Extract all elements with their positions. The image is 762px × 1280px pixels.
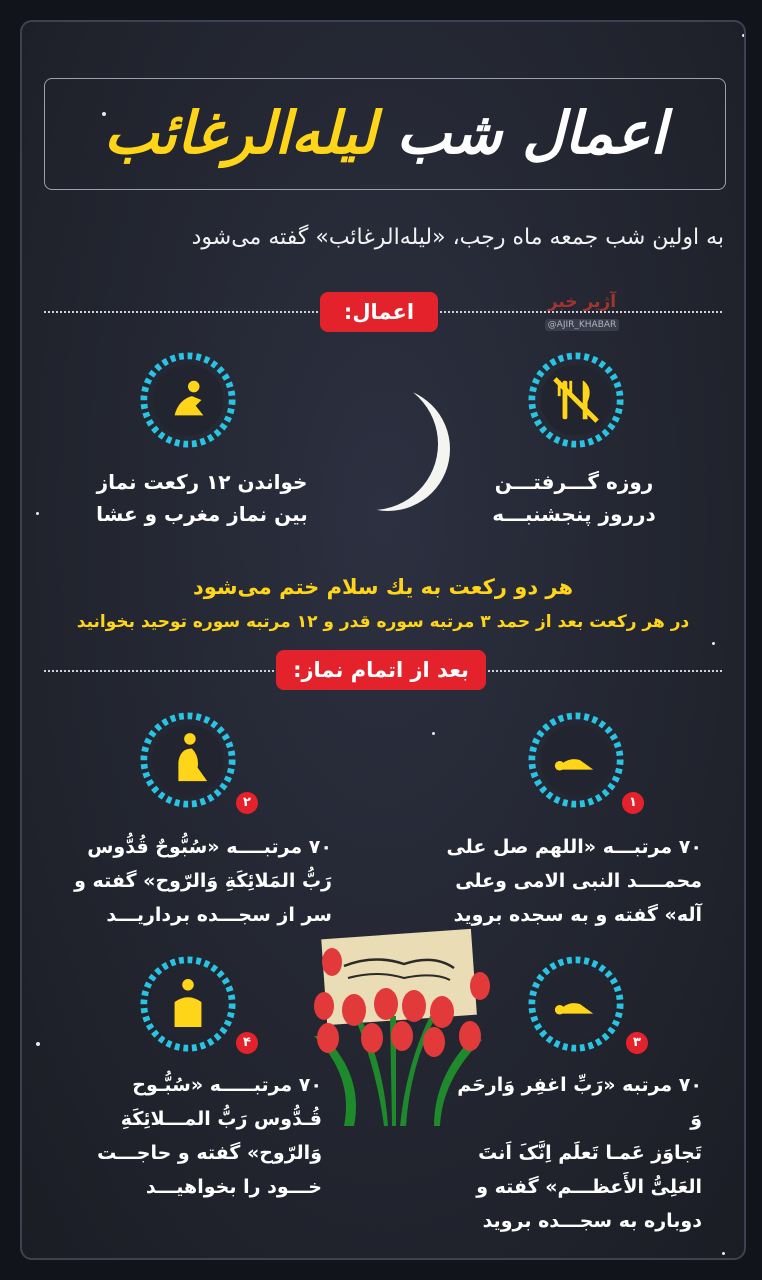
star-decoration [432, 732, 435, 735]
step-3-number: ۳ [626, 1032, 648, 1054]
prostration-icon [528, 956, 624, 1052]
watermark-logo: آژیر خبر [547, 292, 617, 312]
badge-fast [528, 352, 624, 448]
crescent-moon-icon [340, 374, 450, 524]
pray-line-1: خواندن ۱۲ رکعت نماز [96, 470, 308, 494]
step-line: تَجاوَز عَمـا تَعلَم اِنَّکَ اَنتَ [478, 1142, 702, 1164]
step-4-text [62, 1068, 322, 1204]
step-line: دوباره به سجـــده بروید [482, 1210, 702, 1232]
step-line: وَالرّوح» گفته و حاجـــت [97, 1142, 322, 1164]
note-surah: در هر رکعت بعد از حمد ۳ مرتبه سوره قدر و ۱۲ مرتبه سوره توحید بخوانید [76, 612, 690, 632]
badge-step-1 [528, 712, 624, 808]
fast-text [454, 466, 694, 530]
star-decoration [742, 34, 745, 37]
step-line: ۷۰ مرتبه «رَبِّ اغفِر وَارحَم وَ [457, 1074, 702, 1130]
watermark [530, 292, 634, 331]
step-2-number: ۲ [236, 792, 258, 814]
badge-step-4 [140, 956, 236, 1052]
step-line: ۷۰ مرتبــــه «سُبُّوحٌ قُدُّوس [87, 836, 332, 858]
step-3-text [442, 1068, 702, 1238]
badge-step-3 [528, 956, 624, 1052]
step-1-number: ۱ [622, 792, 644, 814]
step-4-number: ۴ [236, 1032, 258, 1054]
step-line: آله» گفته و به سجده بروید [453, 904, 702, 926]
step-line: خـــود را بخواهیـــد [145, 1176, 322, 1198]
watermark-handle: @AJIR_KHABAR [545, 319, 620, 331]
star-decoration [722, 1252, 725, 1255]
step-line: رَبُّ المَلائِکَةِ وَالرّوح» گفته و [74, 870, 332, 892]
poster-frame [20, 20, 746, 1260]
step-line: محمــــد النبی الامی وعلی [455, 870, 702, 892]
step-line: ۷۰ مرتبـــــه «سُبُّـوح [132, 1074, 322, 1096]
star-decoration [36, 512, 39, 515]
pray-line-2: بین نماز مغرب و عشا [96, 502, 308, 526]
subtitle: به اولین شب جمعه ماه رجب، «لیله‌الرغائب» گفته می‌شود [191, 225, 724, 250]
badge-step-2 [140, 712, 236, 808]
note-salam: هر دو رکعت به یك سلام ختم می‌شود [192, 575, 574, 599]
step-line: ۷۰ مرتبـــه «اللهم صل علی [446, 836, 702, 858]
title-box [44, 78, 726, 190]
step-line: العَلِیُّ الأَعظـــم» گفته و [476, 1176, 702, 1198]
step-line: قُـدُّوس رَبُّ المـــلائِکَةِ [120, 1108, 322, 1130]
badge-pray [140, 352, 236, 448]
fast-line-1: روزه گـــرفتـــن [494, 470, 654, 494]
section-after-label: بعد از اتمام نماز: [276, 650, 486, 690]
prostration-icon [528, 712, 624, 808]
step-1-text [442, 830, 702, 932]
step-2-text [62, 830, 332, 932]
pray-text [82, 466, 322, 530]
fast-line-2: درروز پنجشنبـــه [492, 502, 656, 526]
star-decoration [712, 642, 715, 645]
star-decoration [36, 1042, 40, 1046]
title-white-part: اعمال شب [396, 99, 667, 167]
title-yellow-part: لیله‌الرغائب [103, 99, 377, 167]
sitting-person-icon [140, 712, 236, 808]
prostrating-person-icon [140, 352, 236, 448]
no-food-icon [528, 352, 624, 448]
section-aamaal-label: اعمال: [320, 292, 438, 332]
page-title [45, 87, 725, 179]
step-line: سر از سجـــده برداریـــد [106, 904, 332, 926]
supplicating-person-icon [140, 956, 236, 1052]
